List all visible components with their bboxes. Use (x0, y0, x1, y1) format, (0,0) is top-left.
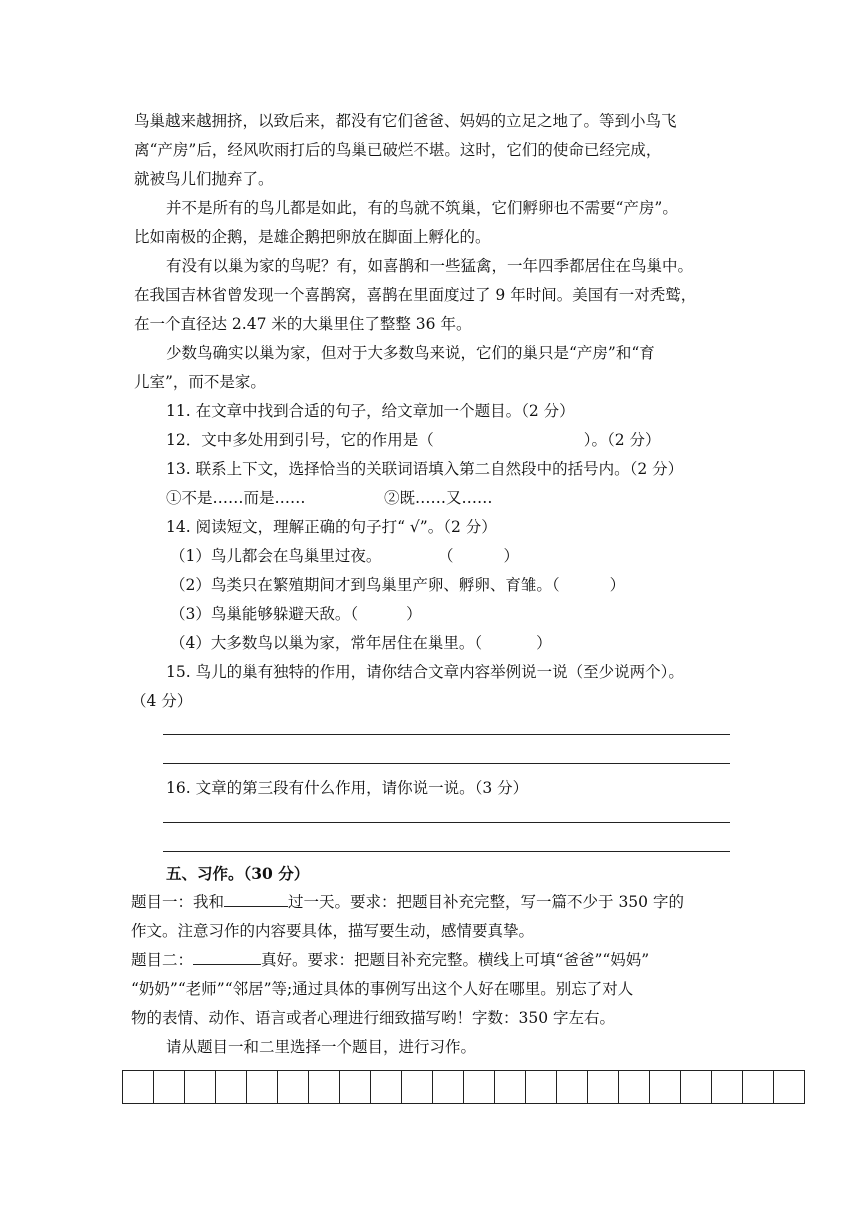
grid-cell[interactable] (278, 1071, 309, 1103)
grid-cell[interactable] (371, 1071, 402, 1103)
topic-1-blank[interactable] (224, 892, 288, 907)
grid-cell[interactable] (743, 1071, 774, 1103)
paren-close: ） (536, 634, 552, 652)
grid-cell[interactable] (154, 1071, 185, 1103)
passage-line: 有没有以巢为家的鸟呢？有，如喜鹊和一些猛禽，一年四季都居住在鸟巢中。 (166, 257, 694, 275)
passage-line: 儿室”，而不是家。 (134, 373, 266, 391)
paren-open: （ (438, 547, 454, 565)
question-13: 13. 联系上下文，选择恰当的关联词语填入第二自然段中的括号内。（2 分） (166, 460, 684, 478)
passage-line: 比如南极的企鹅，是雄企鹅把卵放在脚面上孵化的。 (134, 228, 491, 246)
writing-grid[interactable] (122, 1070, 805, 1104)
answer-line[interactable] (163, 763, 730, 764)
topic-1 (131, 892, 684, 912)
topic-2-text: 题目二： (131, 951, 194, 969)
grid-cell[interactable] (216, 1071, 247, 1103)
item-text: （4）大多数鸟以巢为家，常年居住在巢里。（ (170, 634, 483, 652)
grid-cell[interactable] (340, 1071, 371, 1103)
question-14-item-2 (170, 575, 625, 595)
section-heading: 五、习作。（30 分） (166, 864, 310, 883)
paren-close: ） (609, 576, 626, 594)
answer-line[interactable] (163, 734, 730, 735)
grid-cell[interactable] (185, 1071, 216, 1103)
grid-cell[interactable] (650, 1071, 681, 1103)
grid-cell[interactable] (774, 1071, 805, 1103)
item-text: （1）鸟儿都会在鸟巢里过夜。 (170, 547, 382, 565)
passage-line: 在我国吉林省曾发现一个喜鹊窝，喜鹊在里面度过了 9 年时间。美国有一对秃鹫， (134, 286, 697, 304)
grid-cell[interactable] (495, 1071, 526, 1103)
passage-line: 鸟巢越来越拥挤，以致后来，都没有它们爸爸、妈妈的立足之地了。等到小鸟飞 (134, 112, 677, 130)
passage-line: 离“产房”后，经风吹雨打后的鸟巢已破烂不堪。这时，它们的使命已经完成， (134, 141, 662, 159)
grid-cell[interactable] (464, 1071, 495, 1103)
paren-close: ） (503, 547, 520, 565)
grid-cell[interactable] (681, 1071, 712, 1103)
grid-cell[interactable] (526, 1071, 557, 1103)
question-14-item-4 (170, 633, 552, 653)
question-12-text: 12．文中多处用到引号，它的作用是（ (166, 431, 434, 449)
topic-1-text: 题目一：我和 (131, 893, 225, 911)
grid-cell[interactable] (619, 1071, 650, 1103)
grid-cell[interactable] (588, 1071, 619, 1103)
question-12 (166, 430, 661, 450)
topic-2-blank[interactable] (193, 950, 261, 965)
question-16: 16. 文章的第三段有什么作用，请你说一说。（3 分） (166, 779, 529, 797)
topic-2-line-2: “奶奶”“老师”“邻居”等;通过具体的事例写出这个人好在哪里。别忘了对人 (131, 980, 634, 998)
topic-2-text-rest: 真好。要求：把题目补充完整。横线上可填“爸爸”“妈妈” (261, 951, 650, 969)
topic-2 (131, 950, 649, 970)
item-text: （2）鸟类只在繁殖期间才到鸟巢里产卵、孵卵、育雏。（ (170, 576, 560, 594)
topic-1-text-rest: 过一天。要求：把题目补充完整，写一篇不少于 350 字的 (288, 893, 684, 911)
topic-2-line-3: 物的表情、动作、语言或者心理进行细致描写哟！字数：350 字左右。 (131, 1009, 616, 1027)
paren-close: ） (406, 605, 422, 623)
grid-cell[interactable] (712, 1071, 743, 1103)
question-15-points: （4 分） (131, 692, 193, 710)
grid-cell[interactable] (123, 1071, 154, 1103)
grid-cell[interactable] (557, 1071, 588, 1103)
answer-line[interactable] (163, 851, 730, 852)
question-14-item-3 (170, 604, 422, 624)
question-14-item-1 (170, 546, 381, 566)
grid-cell[interactable] (433, 1071, 464, 1103)
grid-cell[interactable] (247, 1071, 278, 1103)
composition-instruction: 请从题目一和二里选择一个题目，进行习作。 (166, 1038, 477, 1056)
question-13-option-2: ②既……又…… (384, 489, 493, 507)
answer-line[interactable] (163, 822, 730, 823)
question-15: 15. 鸟儿的巢有独特的作用，请你结合文章内容举例说一说（至少说两个）。 (166, 663, 684, 681)
question-11: 11. 在文章中找到合适的句子，给文章加一个题目。（2 分） (166, 402, 575, 420)
question-14: 14. 阅读短文，理解正确的句子打“ √”。（2 分） (166, 518, 497, 536)
passage-line: 并不是所有的鸟儿都是如此，有的鸟就不筑巢，它们孵卵也不需要“产房”。 (166, 199, 678, 217)
passage-line: 在一个直径达 2.47 米的大巢里住了整整 36 年。 (134, 315, 472, 333)
question-12-tail: ）。（2 分） (583, 431, 661, 449)
topic-1-line-2: 作文。注意习作的内容要具体，描写要生动，感情要真挚。 (131, 922, 535, 940)
question-13-option-1: ①不是……而是…… (166, 489, 306, 507)
passage-line: 少数鸟确实以巢为家，但对于大多数鸟来说，它们的巢只是“产房”和“育 (166, 344, 655, 362)
item-text: （3）鸟巢能够躲避天敌。（ (170, 605, 359, 623)
passage-line: 就被鸟儿们抛弃了。 (134, 170, 274, 188)
grid-cell[interactable] (309, 1071, 340, 1103)
answer-paren-14-1[interactable] (438, 546, 519, 566)
grid-cell[interactable] (402, 1071, 433, 1103)
